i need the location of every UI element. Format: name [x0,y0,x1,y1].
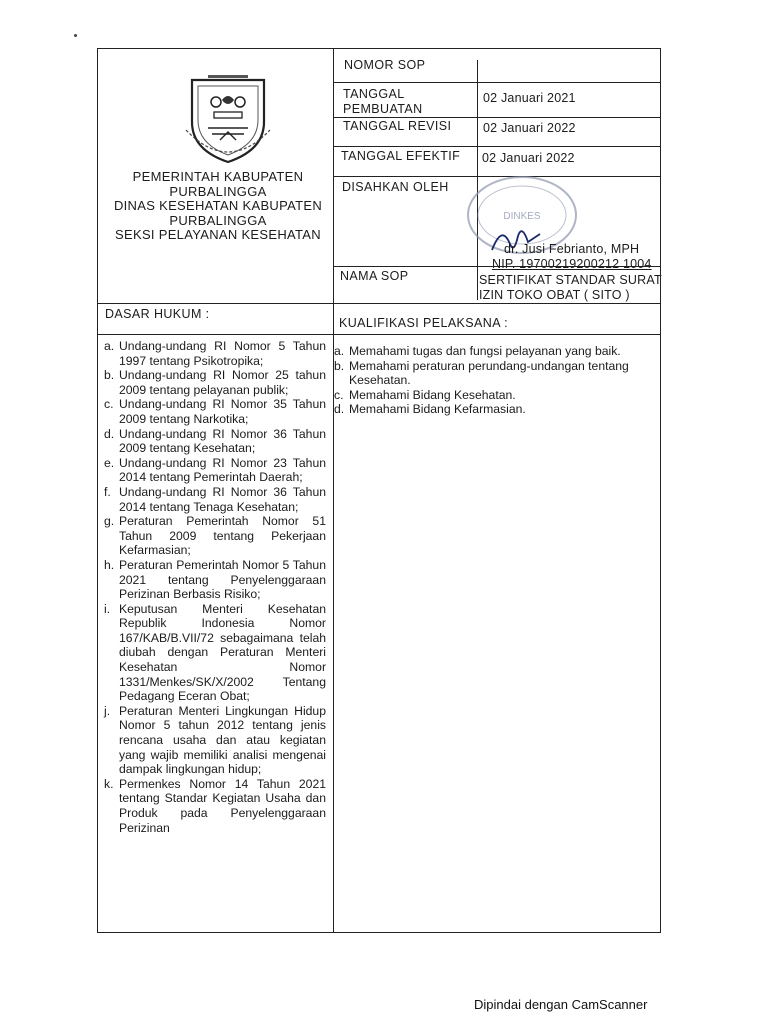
list-item: d. Memahami Bidang Kefarmasian. [334,402,526,417]
tanggal-pembuatan-label-2: PEMBUATAN [343,102,423,116]
organization-name [104,170,332,243]
nomor-sop-label: NOMOR SOP [344,58,426,72]
org-line: PEMERINTAH KABUPATEN [132,169,304,184]
list-item: a. Undang-undang RI Nomor 5 Tahun 1997 tentang Psikotropika; [104,339,326,368]
signer-nip: NIP. 19700219200212 1004 [492,257,652,271]
list-item: h. Peraturan Pemerintah Nomor 5 Tahun 2021 tentang Penyelenggaraan Perizinan Berbasis Risiko; [104,557,326,602]
tanggal-revisi-label: TANGGAL REVISI [343,119,452,133]
row-divider [333,146,661,147]
header-bottom-divider [97,303,661,304]
nama-sop-value-2: IZIN TOKO OBAT ( SITO ) [479,288,630,302]
dasar-hukum-list [104,339,326,835]
list-item: k. Permenkes Nomor 14 Tahun 2021 tentang Standar Kegiatan Usaha dan Produk pada Penyelenggaraan Perizinan [104,776,326,835]
kualifikasi-list [334,344,674,417]
list-item: j. Peraturan Menteri Lingkungan Hidup Nomor 5 tahun 2012 tentang jenis rencana usaha dan atau kegiatan yang wajib memiliki analisi mengenai dampak lingkungan hidup; [104,703,326,777]
list-item: d. Undang-undang RI Nomor 36 Tahun 2009 tentang Kesehatan; [104,426,326,456]
list-item: c. Undang-undang RI Nomor 35 Tahun 2009 tentang Narkotika; [104,397,326,426]
row-divider [333,117,661,118]
list-item: c. Memahami Bidang Kesehatan. [334,387,516,402]
dasar-hukum-title: DASAR HUKUM : [105,307,210,321]
nama-sop-value-1: SERTIFIKAT STANDAR SURAT [479,273,662,287]
list-item: b. Undang-undang RI Nomor 25 tahun 2009 tentang pelayanan publik; [104,368,326,397]
tanggal-efektif-value: 02 Januari 2022 [482,151,575,165]
disahkan-oleh-label: DISAHKAN OLEH [342,180,449,194]
tanggal-efektif-label: TANGGAL EFEKTIF [341,149,461,163]
list-item: a. Memahami tugas dan fungsi pelayanan yang baik. [334,344,621,358]
scan-speck [74,34,77,37]
stamp-text: DINKES [503,211,541,222]
camscanner-footer: Dipindai dengan CamScanner [474,997,648,1012]
regency-crest-logo [178,70,278,166]
list-item: g. Peraturan Pemerintah Nomor 51 Tahun 2009 tentang Pekerjaan Kefarmasian; [104,514,326,558]
nama-sop-label: NAMA SOP [340,269,409,283]
org-line: DINAS KESEHATAN KABUPATEN [113,198,323,213]
section-title-divider [97,334,661,335]
kualifikasi-title: KUALIFIKASI PELAKSANA : [339,316,508,330]
column-divider [333,48,334,933]
row-divider [333,82,661,83]
tanggal-pembuatan-label-1: TANGGAL [343,87,405,101]
list-item: i. Keputusan Menteri Kesehatan Republik Indonesia Nomor 167/KAB/B.VII/72 sebagaimana telah diubah dengan Peraturan Menteri Kesehatan Nomor 1331/Menkes/SK/X/2002 Tentang Pedagang Eceran Obat; [104,601,326,704]
signer-name: dr. Jusi Febrianto, MPH [504,242,640,256]
org-line: PURBALINGGA [169,183,267,199]
list-item: f. Undang-undang RI Nomor 36 Tahun 2014 tentang Tenaga Kesehatan; [104,484,326,514]
tanggal-revisi-value: 02 Januari 2022 [483,121,576,135]
org-line: SEKSI PELAYANAN KESEHATAN [115,227,321,242]
org-line: PURBALINGGA [169,212,267,228]
list-item: b. Memahami peraturan perundang-undangan tentang Kesehatan. [334,358,629,388]
list-item: e. Undang-undang RI Nomor 23 Tahun 2014 tentang Pemerintah Daerah; [104,455,326,485]
tanggal-pembuatan-value: 02 Januari 2021 [483,91,576,105]
